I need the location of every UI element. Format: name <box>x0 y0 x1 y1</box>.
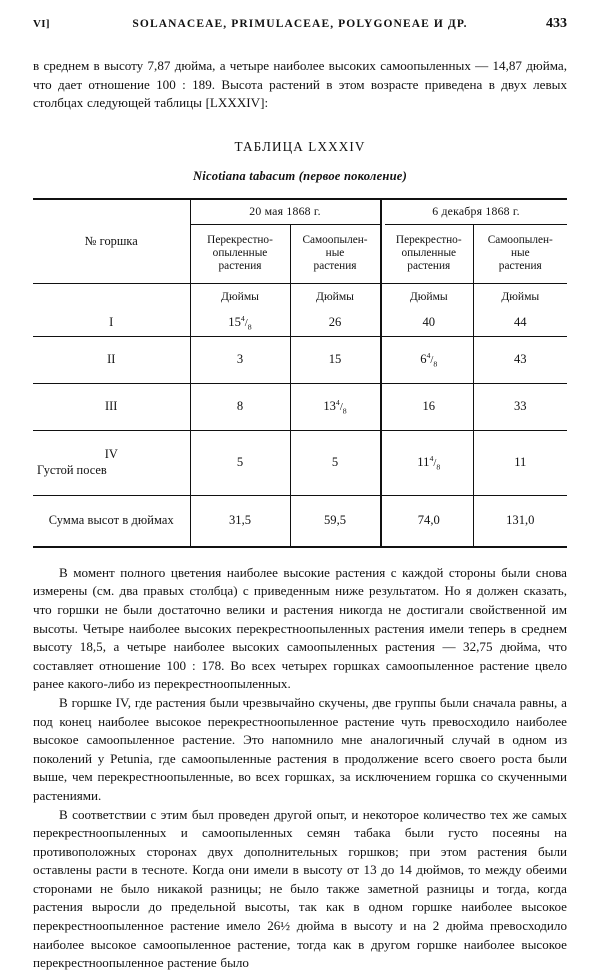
col-header-line-3: растения <box>498 260 542 273</box>
col-header-line-2: опыленные <box>401 247 457 260</box>
units-selfed-may: Дюймы <box>290 283 380 310</box>
cell-selfed-dec: 11 <box>473 430 567 495</box>
cell-selfed-may: 5 <box>290 430 380 495</box>
cell-selfed-may: 15 <box>290 336 380 383</box>
col-header-selfed-may <box>290 224 380 283</box>
table-group-header-row <box>33 199 567 225</box>
stub-header-cell <box>33 199 190 284</box>
col-header-line-1: Перекрестно- <box>395 233 462 246</box>
table-row <box>33 383 567 430</box>
row-pot-label: III <box>33 383 190 430</box>
col-header-line-1: Самоопылен- <box>487 233 553 246</box>
table-wrapper <box>33 198 567 548</box>
units-selfed-dec: Дюймы <box>473 283 567 310</box>
fraction-value: $6^4/_8$ <box>420 351 438 369</box>
col-header-line-3: растения <box>407 260 451 273</box>
col-header-crossed-dec <box>385 224 473 283</box>
cell-crossed-may: 3 <box>190 336 290 383</box>
units-stub-cell <box>33 283 190 310</box>
cell-crossed-dec: 40 <box>385 310 473 337</box>
row-pot-label-iv <box>33 430 190 495</box>
fraction-value: $11^4/_8$ <box>417 454 441 472</box>
sum-crossed-dec: 74,0 <box>385 495 473 547</box>
body-paragraph-3: В соответствии с этим был проведен другой опыт, и некоторое количество тех же самых перекрестноопыленных и самоопыленных семян табака были густо посеяны на противоположных сторонах двух дополнительных горшков; при этом растения были оставлены расти в тесноте. Когда они имели в высоту от 13 до 14 дюймов, то между обеими сторонами не было никакой разницы; не было также заметной разницы и тогда, когда растения выросли до предельной высоты, так как в одном горшке наиболее высокое перекрестноопыленное растение имело 26½ дюйма в высоту и на 2 дюйма превосходило наиболее высокое самоопыленное растение, тогда как в другом горшке наиболее высокое перекрестноопыленное растение было <box>33 806 567 971</box>
cell-crossed-dec: 16 <box>385 383 473 430</box>
cell-crossed-may: 8 <box>190 383 290 430</box>
cell-selfed-may <box>290 383 380 430</box>
table-row <box>33 430 567 495</box>
col-header-line-3: растения <box>313 260 357 273</box>
group-header-may: 20 мая 1868 г. <box>190 199 380 225</box>
table-units-row <box>33 283 567 310</box>
sum-row-label: Сумма высот в дюймах <box>33 495 190 547</box>
table-sum-row <box>33 495 567 547</box>
cell-selfed-dec: 33 <box>473 383 567 430</box>
col-header-crossed-may <box>190 224 290 283</box>
running-head-title: SOLANACEAE, PRIMULACEAE, POLYGONEAE И ДР. <box>132 18 468 30</box>
units-crossed-dec: Дюймы <box>385 283 473 310</box>
row-pot-note: Густой посев <box>37 463 107 478</box>
group-header-december: 6 декабря 1868 г. <box>385 199 567 225</box>
running-head-folio-left: VI] <box>33 18 50 30</box>
sum-crossed-may: 31,5 <box>190 495 290 547</box>
row-pot-label: IV <box>104 447 118 462</box>
cell-selfed-dec: 44 <box>473 310 567 337</box>
running-head <box>33 0 567 46</box>
col-header-line-1: Перекрестно- <box>207 233 273 246</box>
sum-selfed-may: 59,5 <box>290 495 380 547</box>
col-header-line-3: растения <box>218 260 262 273</box>
cell-selfed-dec: 43 <box>473 336 567 383</box>
col-header-line-2: опыленные <box>212 247 268 260</box>
body-text-block <box>33 564 567 973</box>
cell-crossed-dec <box>385 336 473 383</box>
cell-crossed-dec <box>385 430 473 495</box>
fraction-value: $15^4/_8$ <box>228 314 252 332</box>
units-crossed-may: Дюймы <box>190 283 290 310</box>
cell-crossed-may <box>190 310 290 337</box>
row-pot-label: II <box>33 336 190 383</box>
table-row <box>33 336 567 383</box>
col-header-line-2: ные <box>325 247 345 260</box>
col-header-selfed-dec <box>473 224 567 283</box>
stub-header-label: № горшка <box>84 233 138 248</box>
table-species-caption: Nicotiana tabacum (первое поколение) <box>193 168 407 183</box>
sum-selfed-dec: 131,0 <box>473 495 567 547</box>
table-row <box>33 310 567 337</box>
page-number: 433 <box>546 16 567 31</box>
col-header-line-1: Самоопылен- <box>302 233 368 246</box>
fraction-value: $13^4/_8$ <box>323 398 347 416</box>
data-table <box>33 198 567 548</box>
table-number-label: ТАБЛИЦА LXXXIV <box>234 138 366 154</box>
body-paragraph-2: В горшке IV, где растения были чрезвычайно скучены, две группы были сначала равны, а под конец наиболее высокое перекрестноопыленное растение чуть превосходило наиболее высокое самоопыленное растение. Это напомнило мне аналогичный случай в одном из поколений у Petunia, где самоопыленные растения в продолжение всего своего роста были выше, чем перекрестноопыленные, во всех горшках, за исключением горшка со скученными растениями. <box>33 694 567 803</box>
intro-paragraph: в среднем в высоту 7,87 дюйма, а четыре наиболее высоких самоопыленных — 14,87 дюйма, что дает отношение 100 : 189. Высота растений в этом возрасте приведена в двух левых столбцах следующей таблицы [LXXXIV]: <box>33 58 567 111</box>
cell-crossed-may: 5 <box>190 430 290 495</box>
row-pot-label: I <box>33 310 190 337</box>
col-header-line-2: ные <box>510 247 530 260</box>
body-paragraph-1: В момент полного цветения наиболее высокие растения с каждой стороны были снова измерены (см. два правых столбца) с приведенным ниже результатом. Но я должен сказать, что горшки не были достаточно велики и растения никогда не достигали свойственной им высоты. Четыре наиболее высоких перекрестноопыленных растения имели теперь в среднем высоту 18,5, а четыре наиболее высоких самоопыленных растения — 32,75 дюйма, что составляет отношение 100 : 178. Во всех четырех горшках самоопыленное растение цвело ранее какого-либо из перекрестноопыленных. <box>33 564 567 692</box>
cell-selfed-may: 26 <box>290 310 380 337</box>
